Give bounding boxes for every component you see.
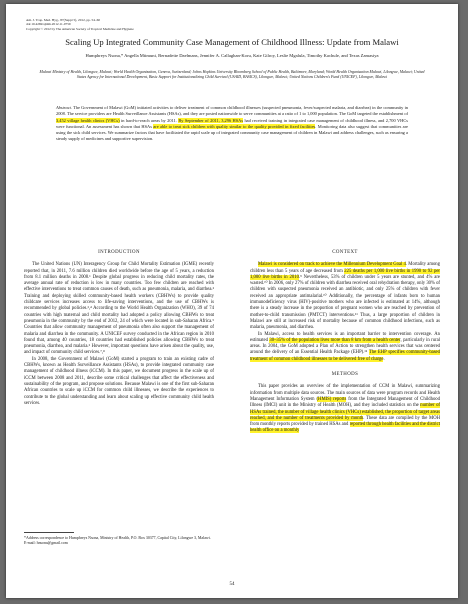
paragraph: The United Nations (UN) Interagency Group for Child Mortality Estimation (IGME) recently reported that, in 2011, 7.6 million children died worldwide before the age of 5 years, a reduction from 8.1 million deaths in 2008.¹ Despite global progress in reducing child mortality rates, the average annual rate of reduction is low in many countries. Too few children are reached with effective interventions to treat common causes of death, such as pneumonia, malaria, and diarrhea.² Training and deploying skilled community-based health workers (CBHWs) to provide quality childcare services increases access to life-saving interventions, and the use of CBHWs is recommended by global policies.³,⁴ According to the World Health Organization (WHO), 39 of 74 countries with high maternal and child mortality had adopted a policy allowing CBHWs to treat pneumonia in the community by the end of 2012, 24 of which were located in sub-Saharan Africa.⁵ Countries that allow community management of pneumonia often also support the management of malaria and diarrhea in the community. A UNICEF survey conducted in the African region in 2010 found that, among 40 countries, 18 countries had established policies allowing CBHWs to treat pneumonia, diarrhea, and malaria.⁶ However, important questions have arisen about the quality, use, and impact of community child services.⁷,⁸ [24, 262, 214, 356]
text: , particularly in rural areas. In 2004, the GoM adopted a Plan of Action to strengthen health services that was centered around the delivery of an Essential Health Package (EHP).¹² [250, 337, 441, 356]
copyright: Copyright © 2012 by The American Society of Tropical Medicine and Hygiene [26, 26, 134, 31]
abstract-text: had received training in integrated case management of childhood illness, and 2,700 VHCs were functional. An assessment has shown that HSAs [56, 117, 408, 129]
section-heading-context: CONTEXT [332, 250, 358, 255]
paper-page [6, 4, 458, 598]
text: from the Integrated Management of Childhood Illness (IMCI) unit in the Ministry of Health (MOH), and they included statistics on the [250, 396, 440, 409]
highlight: 3,452 village health clinics (VHCs) [56, 117, 120, 123]
left-column [24, 250, 214, 407]
highlight: 30–35% of the population lives more than 8 km from a health center [269, 337, 401, 343]
highlight: reported through health facilities and the district health office on a monthly [250, 422, 440, 434]
paragraph [250, 384, 440, 434]
abstract [56, 105, 408, 143]
paragraph: In 2008, the Government of Malawi (GoM) started a program to train an existing cadre of CBHWs, known as Health Surveillance Assistants (HSAs), to provide integrated community case management of childhood illness (iCCM). In this paper, we document progress in the scale up of iCCM between 2008 and 2011, describe some critical challenges that affect the effectiveness and sustainability of the program, and propose solutions. Because Malawi is one of the first sub-Saharan African countries to scale up iCCM for common child illnesses, we describe the experiences to contribute to the global understanding and learn about scaling up effective community child health services. [24, 356, 214, 406]
right-column [250, 250, 440, 435]
footnote-rule [24, 532, 74, 533]
text: . Mortality among children less than 5 years of age decreased from [250, 262, 440, 274]
highlight: Malawi is considered on track to achieve the Millennium Development Goal 4 [258, 262, 406, 268]
journal-citation: Am. J. Trop. Med. Hyg., 87(Suppl 5), 2012, pp. 54–60 [26, 18, 101, 22]
section-heading-introduction: INTRODUCTION [98, 250, 140, 255]
doi: doi:10.4269/ajtmh.2012.11-0759 [26, 22, 71, 27]
highlight: 225 deaths per 1,000 live births in 1990 to 92 per 1,000 live births in 2010 [250, 268, 440, 280]
footnote: *Address correspondence to Humphreys Nsona, Ministry of Health, P.O. Box 30377, Capital City, Lilongwe 3, Malawi. E-mail: hnsona@gmail.com [24, 536, 211, 546]
journal-header [26, 18, 134, 31]
authors: Humphreys Nsona,* Angella Mtimuni, Bernadette Daelmans, Jennifer A. Callaghan-Koru, Kate Gilroy, Leslie Mgalula, Timothy Kachule, and Texas Zamasiya [85, 53, 379, 58]
text: . [383, 356, 385, 362]
highlight: (HMIS) reports [316, 396, 347, 402]
abstract-text: in hard-to-reach areas by 2011. [119, 117, 179, 123]
text: This paper provides an overview of the implementation of CCM in Malawi, summarizing information from multiple data sources. The main sources of data were program records and Health Management Information System [250, 384, 440, 402]
highlight: number of HSAs trained, the number of village health clinics (VHCs) established, the proportion of target areas reached, and the number of treatments provided by month [250, 403, 440, 421]
section-heading-methods: METHODS [331, 372, 359, 378]
highlight: By September of 2011, 3,296 HSAs [178, 117, 244, 123]
page-number: 54 [229, 582, 235, 587]
abstract-label: Abstract. [56, 105, 72, 110]
text: .⁹ Nevertheless, 53% of children under 5 years are stunted, and 4% are wasted.¹⁰ In 2006, only 27% of children with diarrhea received oral rehydration therapy, only 30% of children with suspected pneumonia received an antibiotic, and only 25% of children with fever received an appropriate antimalarial.¹⁰ Additionally, the percentage of infants born to human immunodeficiency virus (HIV)-positive mothers who are infected is estimated at 14%, although there is a steady increase in the proportion of pregnant women who are reached by prevention of mother-to-child transmission (PMTCT) interventions.¹¹ Thus, a large proportion of children in Malawi are still at increased risk of mortality because of common childhood infections, such as malaria, pneumonia, and diarrhea. [250, 274, 441, 331]
paragraph [250, 332, 440, 363]
paper-title: Scaling Up Integrated Community Case Management of Childhood Illness: Update from Malawi [65, 37, 399, 47]
affiliations: Malawi Ministry of Health, Lilongwe, Malawi; World Health Organization, Geneva, Switzerland; Johns Hopkins University Bloomberg School of Public Health, Baltimore, Maryland; World Health Organization Malawi, Lilongwe, Malawi; United States Agency for International Development, Basic Support for Institutionalizing Child Survival (USAID, BASICS), Lilongwe, Malawi; United Nations Children's Fund (UNICEF), Lilongwe, Malawi [39, 70, 425, 80]
highlight: The EHP specifies community-based treatment of common childhood illnesses to be delivered free of charge [250, 350, 440, 362]
abstract-text: The Government of Malawi (GoM) initiated activities to deliver treatment of common childhood illnesses (suspected pneumonia, fever/suspected malaria, and diarrhea) in the community in 2008. The service providers are Health Surveillance Assistants (HSAs), and they are posted nationwide to serve communities at a ratio of 1 to 1,000 population. The GoM targeted the establishment of [56, 105, 408, 117]
paragraph [250, 262, 440, 331]
abstract-text: . Monitoring data also suggest that communities are using the sick child services. We summarize factors that have facilitated the rapid scale up of integrated community case management of children in Malawi and address challenges, such as ensuring a steady supply of medicines and supportive supervision. [56, 123, 408, 142]
text: In Malawi, access to health services is an important barrier to intervention coverage. An estimated [250, 331, 440, 343]
highlight: are able to treat sick children with quality similar to the quality provided in fixed facilities [153, 123, 316, 129]
text: . These data are compiled by the MOH from monthly reports provided by trained HSAs and [250, 415, 440, 428]
